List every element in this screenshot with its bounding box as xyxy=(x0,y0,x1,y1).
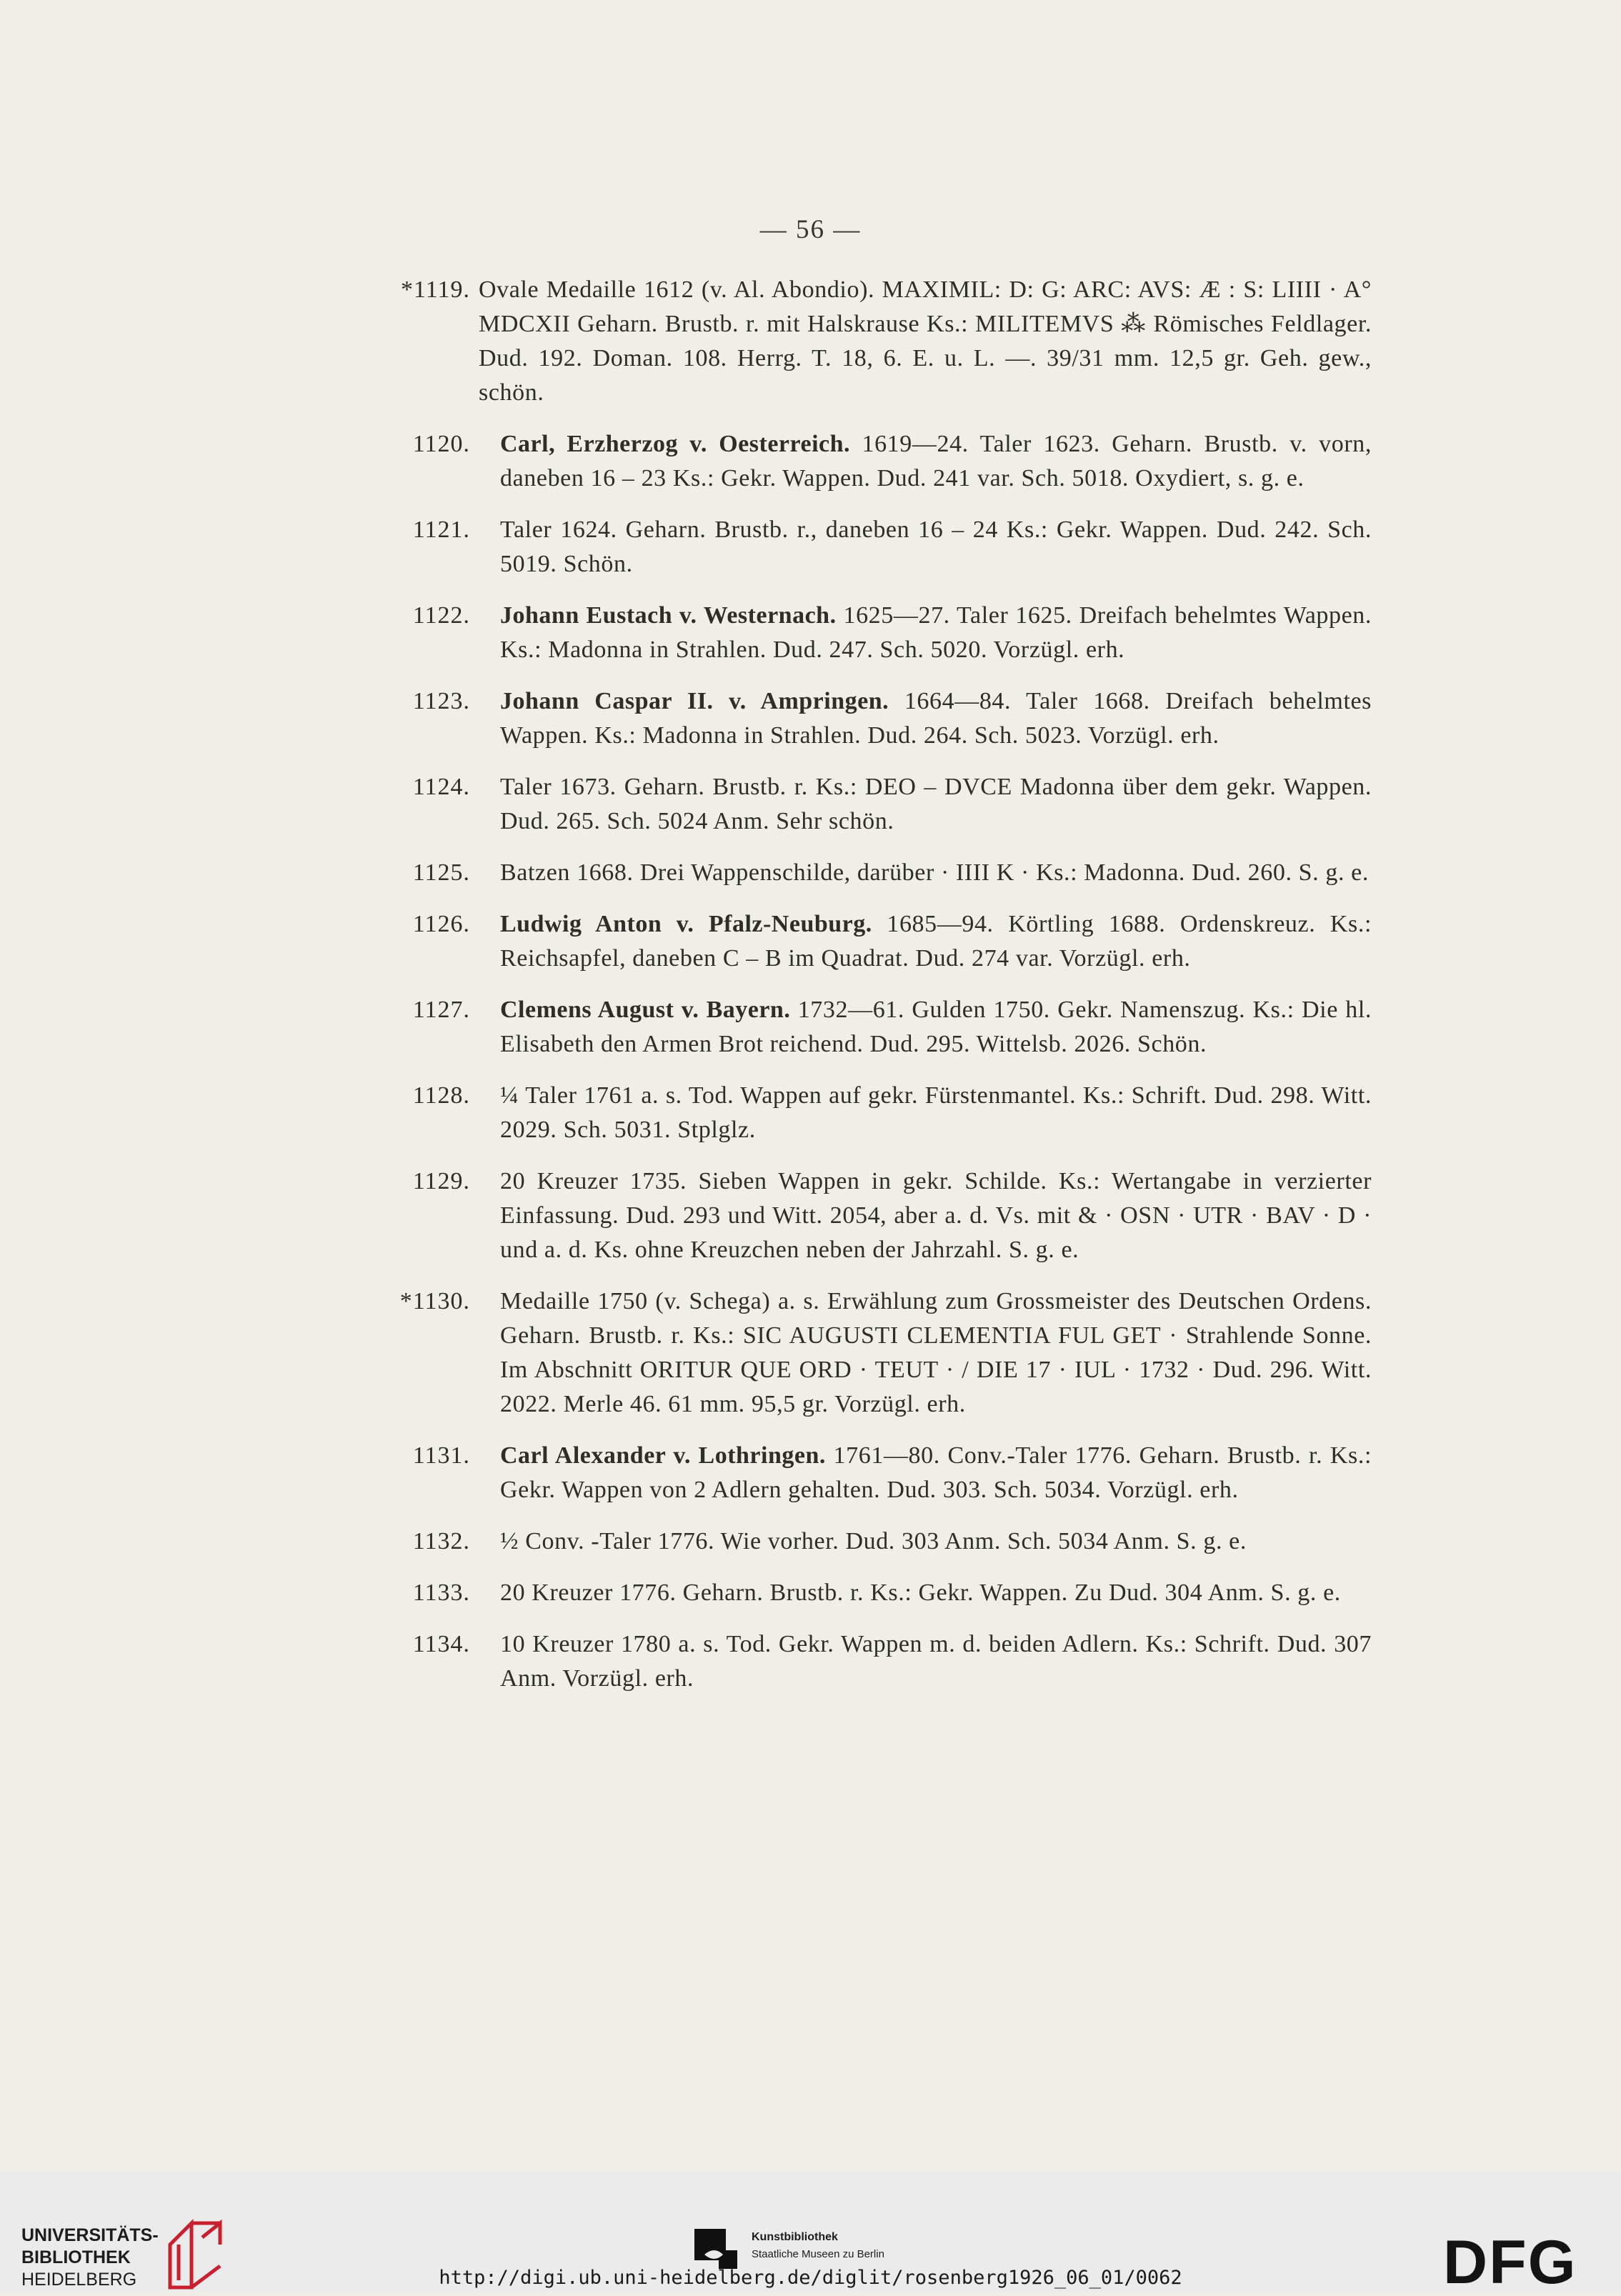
catalog-entry xyxy=(357,273,1372,410)
kunstbibliothek-title: Kunstbibliothek xyxy=(752,2231,838,2243)
entry-ruler-name: Carl Alexander v. Lothringen. xyxy=(500,1442,826,1469)
catalog-entry xyxy=(357,513,1372,582)
catalog-entry xyxy=(357,907,1372,976)
uni-name-line1: UNIVERSITÄTS- xyxy=(21,2225,159,2245)
entry-text xyxy=(500,513,1372,582)
entry-text xyxy=(500,1576,1372,1610)
entry-description: 1685—94. Körtling 1688. Ordenskreuz. Ks.: Reichsapfel, daneben C – B im Quadrat. Dud. 274 var. Vorzügl. erh. xyxy=(500,911,1372,972)
kunstbibliothek-label[interactable] xyxy=(752,2229,884,2263)
entry-number: 1127. xyxy=(412,997,470,1023)
entry-number: 1125. xyxy=(412,859,470,886)
entry-ruler-name: Johann Eustach v. Westernach. xyxy=(500,602,837,629)
entry-description: Batzen 1668. Drei Wappenschilde, darüber · IIII K · Ks.: Madonna. Dud. 260. S. g. e. xyxy=(500,859,1369,886)
catalog-entry xyxy=(357,993,1372,1062)
entry-description: 1732—61. Gulden 1750. Gekr. Namenszug. Ks.: Die hl. Elisabeth den Armen Brot reichend. Dud. 295. Wittelsb. 2026. Schön. xyxy=(500,997,1372,1057)
entry-description: 1664—84. Taler 1668. Dreifach behelmtes Wappen. Ks.: Madonna in Strahlen. Dud. 264. Sch. 5023. Vorzügl. erh. xyxy=(500,688,1372,749)
catalog-entry xyxy=(357,1079,1372,1147)
entry-text xyxy=(500,770,1372,839)
entry-text xyxy=(500,427,1372,496)
catalog-entry xyxy=(357,1576,1372,1610)
uni-name-line3: HEIDELBERG xyxy=(21,2270,137,2290)
catalog-entry xyxy=(357,1524,1372,1559)
entry-description: 1761—80. Conv.-Taler 1776. Geharn. Brustb. r. Ks.: Gekr. Wappen von 2 Adlern gehalten. Dud. 303. Sch. 5034. Vorzügl. erh. xyxy=(500,1442,1372,1503)
entry-text xyxy=(500,1627,1372,1696)
catalog-entry xyxy=(357,856,1372,890)
entry-number: 1131. xyxy=(412,1442,470,1469)
entry-text xyxy=(500,684,1372,753)
entry-text xyxy=(500,907,1372,976)
entry-ruler-name: Clemens August v. Bayern. xyxy=(500,997,791,1023)
entry-number: 1126. xyxy=(412,911,470,937)
entry-text xyxy=(500,856,1372,890)
entry-number: *1130. xyxy=(399,1288,470,1314)
entry-number: 1120. xyxy=(412,431,470,457)
entry-description: Medaille 1750 (v. Schega) a. s. Erwählung zum Grossmeister des Deutschen Ordens. Geharn. Brustb. r. Ks.: SIC AUGUSTI CLEMENTIA FUL GET · Strahlende Sonne. Im Abschnitt ORITUR QUE ORD · TEUT · / DIE 17 · IUL · 1732 · Dud. 296. Witt. 2022. Merle 46. 61 mm. 95,5 gr. Vorzügl. erh. xyxy=(500,1288,1372,1417)
entry-description: Taler 1673. Geharn. Brustb. r. Ks.: DEO – DVCE Madonna über dem gekr. Wappen. Dud. 265. Sch. 5024 Anm. Sehr schön. xyxy=(500,774,1372,834)
entry-text xyxy=(500,1524,1372,1559)
entry-description: Ovale Medaille 1612 (v. Al. Abondio). MAXIMIL: D: G: ARC: AVS: Æ : S: LIIII · A° MDCXII Geharn. Brustb. r. mit Halskrause Ks.: MILITEMVS ⁂ Römisches Feldlager. Dud. 192. Doman. 108. Herrg. T. 18, 6. E. u. L. —. 39/31 mm. 12,5 gr. Geh. gew., schön. xyxy=(479,276,1372,406)
dfg-logo-text: DFG xyxy=(1443,2235,1577,2289)
entry-description: Taler 1624. Geharn. Brustb. r., daneben 16 – 24 Ks.: Gekr. Wappen. Dud. 242. Sch. 5019. Schön. xyxy=(500,516,1372,577)
entry-text xyxy=(500,599,1372,667)
entry-description: ¼ Taler 1761 a. s. Tod. Wappen auf gekr. Fürstenmantel. Ks.: Schrift. Dud. 298. Witt. 2029. Sch. 5031. Stplglz. xyxy=(500,1082,1372,1143)
entry-description: 20 Kreuzer 1735. Sieben Wappen in gekr. Schilde. Ks.: Wertangabe in verzierter Einfassung. Dud. 293 und Witt. 2054, aber a. d. Vs. mit & · OSN · UTR · BAV · D · und a. d. Ks. ohne Kreuzchen neben der Jahrzahl. S. g. e. xyxy=(500,1168,1372,1263)
entry-number: 1123. xyxy=(412,688,470,714)
entry-number: 1129. xyxy=(412,1168,470,1194)
entry-number: 1133. xyxy=(412,1579,470,1606)
catalog-entries xyxy=(357,273,1372,1713)
uni-name-line2: BIBLIOTHEK xyxy=(21,2247,131,2267)
entry-number: 1122. xyxy=(412,602,470,629)
catalog-entry xyxy=(357,599,1372,667)
entry-number: 1124. xyxy=(412,774,470,800)
catalog-entry xyxy=(357,1284,1372,1422)
kunstbibliothek-subtitle: Staatliche Museen zu Berlin xyxy=(752,2248,884,2260)
entry-description: 1625—27. Taler 1625. Dreifach behelmtes Wappen. Ks.: Madonna in Strahlen. Dud. 247. Sch. 5020. Vorzügl. erh. xyxy=(500,602,1372,663)
entry-text xyxy=(500,1439,1372,1507)
entry-text xyxy=(500,1284,1372,1422)
entry-description: 20 Kreuzer 1776. Geharn. Brustb. r. Ks.: Gekr. Wappen. Zu Dud. 304 Anm. S. g. e. xyxy=(500,1579,1341,1606)
entry-number: 1132. xyxy=(412,1528,470,1554)
catalog-entry xyxy=(357,427,1372,496)
catalog-entry xyxy=(357,684,1372,753)
entry-number: *1119. xyxy=(401,276,470,303)
catalog-entry xyxy=(357,1627,1372,1696)
catalog-entry xyxy=(357,1164,1372,1267)
catalog-entry xyxy=(357,1439,1372,1507)
entry-description: 1619—24. Taler 1623. Geharn. Brustb. v. vorn, daneben 16 – 23 Ks.: Gekr. Wappen. Dud. 241 var. Sch. 5018. Oxydiert, s. g. e. xyxy=(500,431,1372,491)
catalog-entry xyxy=(357,770,1372,839)
entry-text xyxy=(500,993,1372,1062)
entry-ruler-name: Carl, Erzherzog v. Oesterreich. xyxy=(500,431,851,457)
entry-description: 10 Kreuzer 1780 a. s. Tod. Gekr. Wappen m. d. beiden Adlern. Ks.: Schrift. Dud. 307 Anm. Vorzügl. erh. xyxy=(500,1631,1372,1692)
entry-number: 1128. xyxy=(412,1082,470,1109)
entry-description: ½ Conv. -Taler 1776. Wie vorher. Dud. 303 Anm. Sch. 5034 Anm. S. g. e. xyxy=(500,1528,1247,1554)
page-number: — 56 — xyxy=(759,215,862,244)
entry-text xyxy=(479,273,1372,410)
entry-text xyxy=(500,1079,1372,1147)
entry-text xyxy=(500,1164,1372,1267)
entry-number: 1121. xyxy=(412,516,470,543)
footer-bar xyxy=(0,2172,1621,2292)
entry-ruler-name: Ludwig Anton v. Pfalz-Neuburg. xyxy=(500,911,872,937)
source-url-link[interactable]: http://digi.ub.uni-heidelberg.de/diglit/rosenberg1926_06_01/0062 xyxy=(439,2267,1182,2289)
entry-number: 1134. xyxy=(412,1631,470,1657)
entry-ruler-name: Johann Caspar II. v. Ampringen. xyxy=(500,688,889,714)
